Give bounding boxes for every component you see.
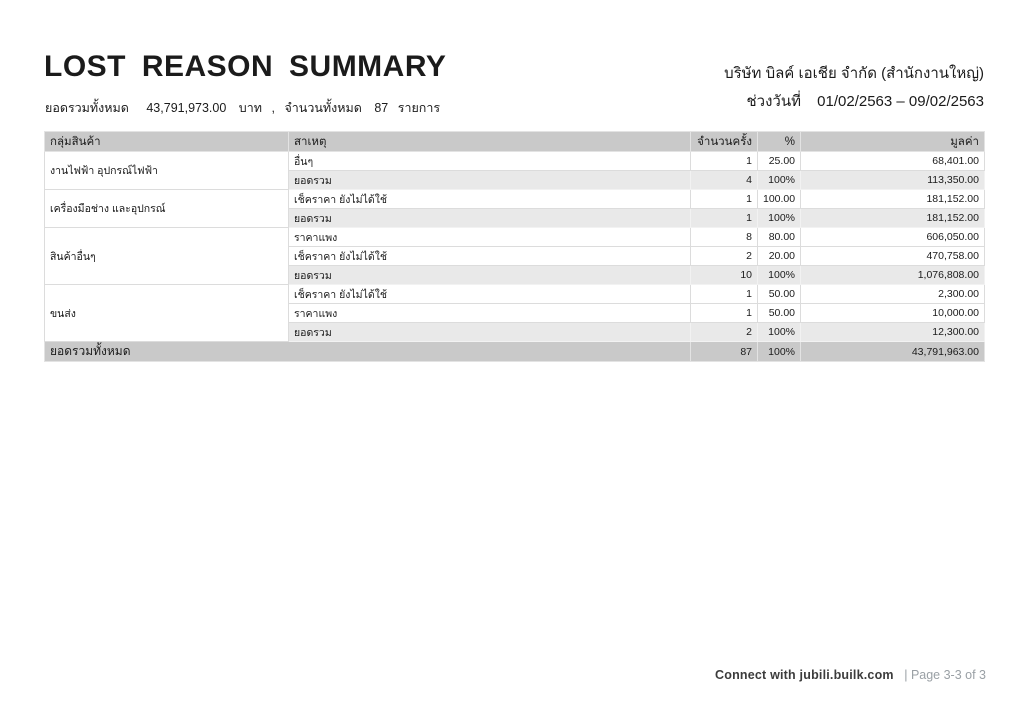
table-header-row bbox=[45, 132, 985, 152]
summary-currency: บาท bbox=[238, 101, 262, 115]
col-header-count: จำนวนครั้ง bbox=[691, 132, 758, 152]
subtotal-label-cell: ยอดรวม bbox=[289, 209, 691, 228]
period-value: 01/02/2563 – 09/02/2563 bbox=[817, 93, 984, 110]
col-header-percent: % bbox=[758, 132, 801, 152]
percent-cell: 80.00 bbox=[758, 228, 801, 247]
period-label: ช่วงวันที่ bbox=[746, 93, 801, 110]
period-line bbox=[747, 89, 985, 113]
count-cell: 1 bbox=[691, 190, 758, 209]
page-footer bbox=[715, 668, 986, 682]
grand-total-count-cell: 87 bbox=[691, 342, 758, 362]
subtotal-value-cell: 113,350.00 bbox=[801, 171, 985, 190]
grand-total-value-cell: 43,791,963.00 bbox=[801, 342, 985, 362]
percent-cell: 50.00 bbox=[758, 285, 801, 304]
subtotal-percent-cell: 100% bbox=[758, 209, 801, 228]
value-cell: 10,000.00 bbox=[801, 304, 985, 323]
reason-cell: เช็คราคา ยังไม่ได้ใช้ bbox=[289, 285, 691, 304]
group-cell: เครื่องมือช่าง และอุปกรณ์ bbox=[45, 190, 289, 228]
percent-cell: 100.00 bbox=[758, 190, 801, 209]
grand-total-label-cell: ยอดรวมทั้งหมด bbox=[45, 342, 691, 362]
subtotal-value-cell: 12,300.00 bbox=[801, 323, 985, 342]
subtotal-value-cell: 181,152.00 bbox=[801, 209, 985, 228]
value-cell: 470,758.00 bbox=[801, 247, 985, 266]
company-name: บริษัท บิลค์ เอเชีย จำกัด (สำนักงานใหญ่) bbox=[724, 65, 984, 82]
table-row bbox=[45, 152, 985, 171]
value-cell: 2,300.00 bbox=[801, 285, 985, 304]
subtotal-count-cell: 1 bbox=[691, 209, 758, 228]
count-cell: 1 bbox=[691, 285, 758, 304]
percent-cell: 50.00 bbox=[758, 304, 801, 323]
reason-cell: เช็คราคา ยังไม่ได้ใช้ bbox=[289, 247, 691, 266]
value-cell: 181,152.00 bbox=[801, 190, 985, 209]
col-header-value: มูลค่า bbox=[801, 132, 985, 152]
connect-link-text: Connect with jubili.builk.com bbox=[715, 668, 894, 682]
group-cell: ขนส่ง bbox=[45, 285, 289, 342]
table-header bbox=[45, 132, 985, 152]
table-row bbox=[45, 285, 985, 304]
count-cell: 1 bbox=[691, 304, 758, 323]
col-header-reason: สาเหตุ bbox=[289, 132, 691, 152]
summary-count-unit: รายการ bbox=[397, 101, 441, 115]
grand-total-percent-cell: 100% bbox=[758, 342, 801, 362]
group-cell: งานไฟฟ้า อุปกรณ์ไฟฟ้า bbox=[45, 152, 289, 190]
summary-count-label: จำนวนทั้งหมด bbox=[284, 101, 362, 115]
percent-cell: 20.00 bbox=[758, 247, 801, 266]
count-cell: 8 bbox=[691, 228, 758, 247]
subtotal-label-cell: ยอดรวม bbox=[289, 171, 691, 190]
summary-separator: , bbox=[271, 101, 275, 115]
group-cell: สินค้าอื่นๆ bbox=[45, 228, 289, 285]
summary-line bbox=[45, 98, 440, 118]
summary-total-amount: 43,791,973.00 bbox=[146, 101, 227, 115]
lost-reason-table bbox=[44, 131, 985, 362]
subtotal-count-cell: 4 bbox=[691, 171, 758, 190]
subtotal-count-cell: 2 bbox=[691, 323, 758, 342]
summary-count-value: 87 bbox=[374, 101, 389, 115]
table-row bbox=[45, 190, 985, 209]
subtotal-percent-cell: 100% bbox=[758, 171, 801, 190]
page-title: LOST REASON SUMMARY bbox=[44, 50, 447, 83]
subtotal-label-cell: ยอดรวม bbox=[289, 323, 691, 342]
reason-cell: ราคาแพง bbox=[289, 304, 691, 323]
value-cell: 68,401.00 bbox=[801, 152, 985, 171]
subtotal-percent-cell: 100% bbox=[758, 323, 801, 342]
subtotal-percent-cell: 100% bbox=[758, 266, 801, 285]
table-body bbox=[45, 152, 985, 362]
count-cell: 1 bbox=[691, 152, 758, 171]
page-indicator: | Page 3-3 of 3 bbox=[904, 668, 986, 682]
value-cell: 606,050.00 bbox=[801, 228, 985, 247]
reason-cell: ราคาแพง bbox=[289, 228, 691, 247]
reason-cell: อื่นๆ bbox=[289, 152, 691, 171]
table-row bbox=[45, 228, 985, 247]
subtotal-count-cell: 10 bbox=[691, 266, 758, 285]
subtotal-value-cell: 1,076,808.00 bbox=[801, 266, 985, 285]
subtotal-label-cell: ยอดรวม bbox=[289, 266, 691, 285]
summary-total-label: ยอดรวมทั้งหมด bbox=[45, 101, 129, 115]
col-header-group: กลุ่มสินค้า bbox=[45, 132, 289, 152]
percent-cell: 25.00 bbox=[758, 152, 801, 171]
count-cell: 2 bbox=[691, 247, 758, 266]
grand-total-row bbox=[45, 342, 985, 362]
reason-cell: เช็คราคา ยังไม่ได้ใช้ bbox=[289, 190, 691, 209]
